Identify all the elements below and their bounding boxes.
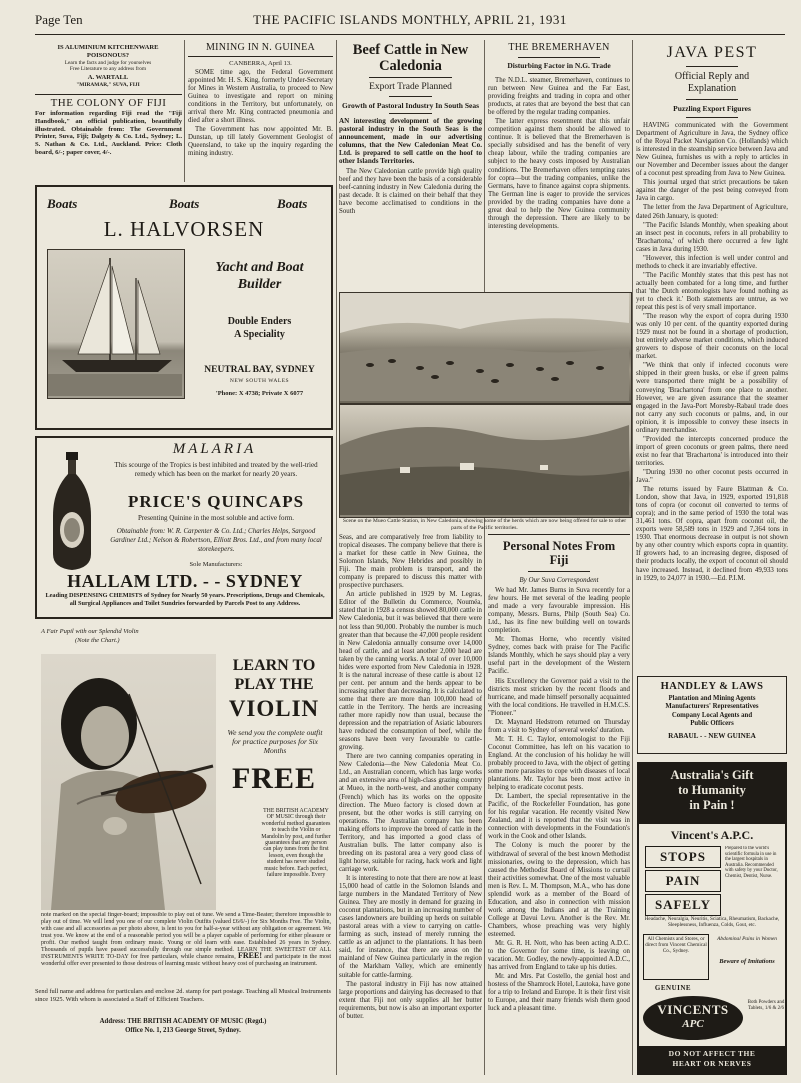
beef-headline: Beef Cattle in New: [352, 42, 469, 58]
handley-line: Manufacturers' Representatives: [665, 703, 759, 711]
personal-notes-article: [488, 534, 630, 1074]
vincents-stops: STOPS: [645, 846, 721, 868]
personal-paragraph: Mr. T. H. C. Taylor, entomologist to the Fiji Coconut Committee, has left on his vacation to England. At the conclusion of his holiday he will probably proceed to Java, with the object of getting some more parasites to cope with diseases of local plantations. Mr. Taylor has been most active in helping to eradicate coconut pests.: [488, 735, 630, 792]
beef-paragraph: The New Caledonian cattle provide high quality beef and they have been the basis of a considerable beef-canning industry in New Caledonia during the past decade. It is claimed on their behalf that they have become acclimatised to conditions in the South: [339, 167, 482, 215]
vincents-beware: Beware of Imitations: [719, 958, 775, 965]
vincents-ailments: Headache, Neuralgia, Neuritis, Sciatica, Rheumatism, Backache, Sleeplessness, Influenza, Colds, Gout, etc.: [644, 916, 780, 929]
boats-label: Boats: [277, 196, 308, 211]
cattle-station-photo-top: [339, 292, 632, 404]
page-header: [35, 8, 785, 35]
halvorsen-double-enders: Double Enders: [227, 316, 292, 327]
violin-body-text: note marked on the special finger-board; impossible to play out of tune. We send a Time-Beater; therefore impossible to play out of time. We will lend you one of our complete Violin Outfits (valued £6/6/-) for Six Months Free. The Violin, with case and all accessories as per photo above, is lent to you for half-a-year without any obligation or agreement. We trust you. We know at the end of a reasonable period you will be a player capable of performing for either pleasure or profit. Our method taught from ordinary music. Young or old learn with ease. Established 26 years in Sydney. Thousands of pupils have passed successfully through our simple method. LEARN THE SWEETEST OF ALL INSTRUMENTS WRITE TO-DAY for free particulars, while chance remains,: [41, 912, 331, 961]
personal-paragraph: Dr. Maynard Hedstrom returned on Thursday from a visit to Sydney of several weeks' duration.: [488, 718, 630, 734]
beef-cont-paragraph: It is interesting to note that there are now at least 15,000 head of cattle in the Solomon Islands and large numbers in the Mandated Territory of New Guinea. They are mostly in demand for grazing in coconut plantations, but in an increasing number of cases landowners are building up herds on suitable pastoral areas with a view to carrying on cattle-farming as such, instead of merely running the cattle as an adjunct to the plantations. It has been said, for instance, that there are areas on the mainland of New Guinea particularly in the region of the Markham Valley, which are eminently suitable for cattle-farming.: [339, 874, 482, 979]
cattle-station-photo-bottom: [339, 404, 632, 518]
java-sub3: Puzzling Export Figures: [673, 104, 751, 113]
violin-body: [41, 912, 331, 984]
java-headline: JAVA PEST: [666, 44, 758, 61]
violin-player-photo: [41, 654, 216, 910]
violin-send: We send you the complete outfit for practice purposes for Six Months: [227, 728, 323, 755]
java-paragraph: "We think that only if infected coconuts were shipped in their green husks, or else if green palms were transported there might be a possibility of conveying 'Brachartona' from one place to another. However, we are given assurance that the steamer engaged in the Java-Port Moresby-Rabaul trade does not carry any such coconuts or palms, and, in our opinion, it is impossible to convey these insects in ordinary merchandise.: [636, 362, 788, 434]
boats-label: Boats: [47, 196, 78, 211]
vincents-footer: HEART OR NERVES: [672, 1059, 752, 1068]
boats-label: Boats: [169, 196, 200, 211]
vincents-apc: APC: [682, 1018, 704, 1030]
violin-caption: A Fair Pupil with our Splendid Violin: [41, 628, 139, 635]
mining-headline: MINING IN N. GUINEA: [188, 42, 333, 57]
violin-academy: THE BRITISH ACADEMY OF MUSIC through their wonderful method guarantees to teach the Violin or Mandolin by post, and further guarantees that any person can play tunes from the first lesson, even though the student has never studied music before. Each perfect, failure impossible. Every: [261, 808, 331, 879]
violin-player-illustration: [41, 654, 216, 910]
beef-lead: AN interesting development of the growing pastoral industry in the South Seas is the announcement, made in our advertising columns, that the New Caledonian Meat Co. Ltd. is prepared to sell cattle on the hoof to other Islands Territories.: [339, 117, 482, 166]
colony-fiji-text: For information regarding Fiji read the "Fiji Handbook," an official publication, beautifully illustrated. Obtainable from: The Government Printer, Suva, Fiji; Dalgety & Co. Ltd., Sydney; L. S. Nathan & Co. Ltd., Auckland. Price: Cloth board, 6/-; paper cover, 4/-.: [35, 110, 182, 156]
aluminium-line1: Learn the facts and judge for yourselves: [64, 59, 152, 66]
hills-illustration: [340, 405, 629, 515]
vincents-gift: in Pain !: [689, 798, 735, 812]
sailboat-photo: [47, 249, 185, 399]
java-paragraph: The letter from the Java Department of Agriculture, dated 26th January, is quoted:: [636, 204, 788, 220]
java-paragraph: "Provided the intercepts concerned produce the import of green coconuts or green palms, there need exist no fear that 'Brachartona' is introduced into their territories.: [636, 435, 788, 467]
mining-dateline: CANBERRA, April 13.: [229, 60, 292, 67]
aluminium-line2: Free Literature to any address from: [69, 65, 147, 72]
page-number: Page Ten: [35, 12, 83, 27]
java-paragraph: The returns issued by Faure Blattman & Co. London, show that Java, in 1929, exported 191,818 tons of copra (or coconut oil converted to terms of copra); and in the same period of 1930 the total was 31,461 tons. Of copra, apart from coconut oil, the exports were 58,589 tons in 1929 and 7,364 tons in 1930. That enormous decrease in output is not shown by any other country which exports copra in quantity. If growers had, to an increasing degree, disposed of their products locally, the export of coconut oil should have increased. Instead, it declined from 49,933 tons in 1929, to 24,077 in 1930.—Ed. P.I.M.: [636, 486, 788, 582]
java-pest-article: [636, 42, 788, 664]
vincents-pain: PAIN: [645, 870, 721, 892]
personal-paragraph: The Colony is much the poorer by the withdrawal of several of the best known Methodist missionaries, owing to the depression, which has caused the Methodist Board of Missions to curtail their activities somewhat. One of the most valuable men is Rev. L. M. Thompson, M.A., who has done splendid work as a member of the Board of Education, and also in connection with mission work among the Indians and at the Training College at Davui Levu. Another is the Rev. Mr. Chambers, whose preaching was very highly esteemed.: [488, 842, 630, 938]
personal-paragraph: Mr. Thomas Horne, who recently visited Sydney, comes back with praise for The Pacific Islands Monthly, which he says should play a very useful part in the development of the Western Pacific.: [488, 636, 630, 676]
quincaps-sub: Presenting Quinine in the most soluble and active form.: [137, 514, 295, 522]
beef-cont-paragraph: There are two canning companies operating in New Caledonia—the New Caledonia Meat Co. Ltd., an Australian concern, which has large works and an extensive area of high-class grazing country at Mueo, in the north-west, and another company (French) which has its works on the opposite direction. The Mueo factory is closed down at present, but the other works is still carrying on operations. The Australian company has been making efforts to improve the breed of cattle in the Territory, and has imported a good class of Australian bulls. The latter company also is breeding on its pastoral area a very good class of light horse, suitable for racing, hack work and light carriage work.: [339, 753, 482, 873]
java-paragraph: This journal urged that strict precautions be taken against the danger of the pest being conveyed from Java in cargo.: [636, 179, 788, 203]
quincaps-obtainable: Obtainable from: W. R. Carpenter & Co. Ltd.; Charles Helps, Sargood Gardiner Ltd.; Nelson & Robertson, Elliott Bros. Ltd., and from many local storekeepers.: [110, 527, 322, 553]
violin-body-text2: and participate in the most wonderful offer ever presented to those desirous of learning music without heavy cost of purchasing an instrument.: [41, 954, 331, 968]
beef-cont-paragraph: The pastoral industry in Fiji has now attained large proportions and dairying has decreased to that extent that Fiji not only supplies all her butter requirements, but now is also an important exporter of butter.: [339, 980, 482, 1020]
personal-paragraph: We had Mr. James Burns in Suva recently for a few hours. He met several of the leading people and made a very favourable impression. His company, Messrs. Burns, Philp (South Sea) Co. Ltd., has its fine new building well on towards completion.: [488, 587, 630, 635]
violin-play: PLAY THE: [234, 676, 314, 693]
cattle-herd-illustration: [340, 293, 629, 401]
bremerhaven-sub: Disturbing Factor in N.G. Trade: [507, 61, 611, 70]
personal-headline-2: Fiji: [549, 553, 569, 567]
handley-line: Plantation and Mining Agents: [668, 695, 756, 702]
bremerhaven-headline: THE BREMERHAVEN: [508, 42, 610, 53]
mining-paragraph: SOME time ago, the Federal Government appointed Mr. H. S. King, formerly Under-Secretary for Mines in Western Australia, to proceed to New Guinea to investigate and report on mining conditions in the Territory, but unfortunately, on arrival there Mr. King contracted pneumonia and died after a short illness.: [188, 68, 333, 125]
vincents-powders: Both Powders and Tablets, 1/6 & 2/6: [747, 1000, 785, 1011]
halvorsen-line2: Builder: [237, 277, 282, 292]
aluminium-ad: [35, 42, 181, 94]
masthead-title: THE PACIFIC ISLANDS MONTHLY, APRIL 21, 1931: [253, 12, 567, 27]
violin-address: Address: THE BRITISH ACADEMY OF MUSIC (Regd.): [99, 1018, 267, 1025]
handley-line: Public Officers: [690, 720, 734, 728]
quincaps-name: PRICE'S QUINCAPS: [127, 492, 305, 511]
halvorsen-location: NEUTRAL BAY, SYDNEY: [204, 365, 315, 375]
violin-ad: [35, 624, 333, 1074]
violin-word: VIOLIN: [228, 696, 320, 721]
beef-sub1: Export Trade Planned: [369, 82, 452, 92]
bremerhaven-article: [488, 42, 630, 290]
vincents-footer: DO NOT AFFECT THE: [668, 1049, 756, 1058]
java-paragraph: HAVING communicated with the Government Department of Agriculture in Java, the Sydney office of the Royal Packet Navigation Co. (Hollands) which is interested in the steamship service between Java and New Guinea, furnishes us with a reply to articles in our November and December issues about the danger of a coconut pest spreading from Java to New Guinea.: [636, 122, 788, 178]
vincents-chemists: All Chemists and Stores, or direct from Vincent Chemical Co., Sydney.: [643, 934, 709, 980]
vincents-ad: [637, 762, 787, 1075]
violin-learn: LEARN TO: [232, 657, 316, 674]
column-rule: [184, 40, 185, 182]
halvorsen-name: L. HALVORSEN: [103, 217, 265, 241]
personal-paragraph: Mr. and Mrs. Pat Costello, the genial host and hostess of the Shamrock Hotel, Lautoka, have gone for a trip to Ireland and Europe. It is their first visit to Europe, and their many friends wish them good luck and a pleasant time.: [488, 973, 630, 1013]
bremerhaven-paragraph: The latter express resentment that this unfair competition against them should be allowed to continue. It is believed that the Bremerhaven is specially subsidised and has the benefit of very cheap labour, while the trading companies are subject to the heavy costs imposed by Australian conditions. The Bremerhaven offers tempting rates for copra—but the trading companies, unlike the Germans, have to finance against copra shipments. The German line is eager to provide the services provided by the trading companies have done a great deal to help the New Guinea community through the depression. There are likely to be interesting developments.: [488, 118, 630, 230]
divider: [35, 94, 182, 95]
hallam-leading: Leading DISPENSING CHEMISTS of Sydney for Nearly 50 years. Prescriptions, Drugs and Chemicals, all Surgical Appliances and Toilet Sundries forwarded by Parcels Post to any Address.: [45, 592, 325, 607]
column-rule: [632, 40, 633, 1075]
aluminium-headline: IS ALUMINIUM KITCHENWARE POISONOUS?: [57, 44, 159, 59]
personal-paragraph: Mr. G. R. H. Nott, who has been acting A.D.C. to the Governor for some time, is leaving on vacation. Mr. Godley, the newly-appointed A.D.C., has arrived from England to take up his duties.: [488, 940, 630, 972]
vincents-safely: SAFELY: [645, 894, 721, 916]
java-paragraph: "The Pacific Islands Monthly, when speaking about an insect pest in coconuts, refers in all probability to 'Brachartona,' of which there occurred a few light cases in Java during 1930.: [636, 221, 788, 253]
column-rule: [484, 40, 485, 1075]
cattle-photo-caption: Scene on the Mueo Cattle Station, in New Caledonia, showing some of the herds which are now being offered for sale to other parts of the Pacific territories.: [342, 518, 627, 531]
malaria-headline: MALARIA: [172, 441, 257, 457]
handley-laws-ad: [637, 676, 787, 754]
mining-article: [188, 42, 333, 180]
halvorsen-state: NEW SOUTH WALES: [229, 378, 290, 384]
violin-office: Office No. 1, 213 George Street, Sydney.: [125, 1027, 241, 1034]
handley-location: RABAUL - - NEW GUINEA: [668, 731, 756, 740]
vincents-genuine: GENUINE: [654, 984, 692, 992]
beef-headline-2: Caledonia: [379, 58, 442, 74]
personal-byline: By Our Suva Correspondent: [519, 576, 599, 584]
vincents-women: Abdominal Pains in Women: [717, 936, 777, 942]
beef-sub2: Growth of Pastoral Industry In South Seas: [342, 101, 479, 110]
handley-line: Company Local Agents and: [671, 711, 753, 719]
personal-headline: Personal Notes From: [502, 539, 616, 553]
java-paragraph: "However, this infection is well under control and methods to check it are invariably effective.: [636, 254, 788, 270]
mining-paragraph: The Government has now appointed Mr. B. Dunstan, up till lately Government Geologist of Queensland, to take up the inquiry regarding the mining industry.: [188, 126, 333, 158]
colony-fiji-ad: [35, 97, 182, 169]
medicine-bottle: [47, 450, 97, 574]
violin-send-full: Send full name and address for particulars and enclose 2d. stamp for part postage. Teaching all Musical Instruments since 1925. With whom is associated a Staff of Efficient Teachers.: [35, 988, 331, 1003]
java-sub2: Explanation: [687, 83, 737, 94]
vincents-brand: VINCENTS: [657, 1002, 729, 1017]
aluminium-address: "MIRAMAR," SUVA, FIJI: [76, 81, 140, 88]
halvorsen-ad: [35, 185, 333, 430]
halvorsen-line1: Yacht and Boat: [215, 260, 304, 275]
halvorsen-speciality: A Speciality: [234, 329, 285, 340]
sailboat-illustration: [48, 250, 182, 396]
vincents-gift: to Humanity: [678, 783, 746, 797]
aluminium-name: A. WARTALL: [87, 74, 129, 82]
sole-manufacturers: Sole Manufacturers:: [189, 561, 243, 568]
vincents-name: Vincent's A.P.C.: [670, 828, 754, 842]
violin-free: FREE: [231, 762, 316, 795]
violin-caption-note: (Note the Chart.): [75, 637, 120, 644]
colony-fiji-headline: THE COLONY OF FIJI: [50, 97, 167, 109]
malaria-ad: [35, 436, 333, 619]
vincents-side: Prepared to the world's scientific formula in use in the largest hospitals in Australia. Recommended with safety by your Doctor, Chemist, Dentist, Nurse.: [725, 846, 778, 879]
java-paragraph: "During 1930 no other coconut pests occurred in Java.": [636, 468, 788, 485]
vincents-logo: [643, 996, 743, 1040]
halvorsen-phone: 'Phone: X 4738; Private X 6077: [215, 390, 304, 397]
handley-name: HANDLEY & LAWS: [660, 681, 764, 692]
personal-paragraph: His Excellency the Governor paid a visit to the districts most stricken by the recent floods and hurricane, and made himself personally acquainted with the local conditions. He travelled in H.M.C.S. "Pioneer.": [488, 677, 630, 717]
vincents-gift: Australia's Gift: [670, 768, 754, 782]
java-paragraph: "The Pacific Monthly states that this pest has not actually been combated for a long time, and further that 'the Dutch entomologists have found nothing as yet to check it.' Both statements are untrue, as we repeat this pest is of very small importance.: [636, 271, 788, 312]
beef-cont-paragraph: Seas, and are comparatively free from liability to tropical diseases. The company believe that there is a market for these cattle in New Guinea, the Solomon Islands, New Hebrides and possibly in Fiji. The main problem is transport, and the company is prepared to discuss this matter with prospective purchasers.: [339, 534, 482, 590]
bremerhaven-paragraph: The N.D.L. steamer, Bremerhaven, continues to run between New Guinea and the Far East, providing freights and trading in copra and other products, at rates that are beyond the best that can be offered by the regular trading companies.: [488, 77, 630, 117]
personal-paragraph: Dr. Lambert, the special representative in the Pacific, of the Rockefeller Foundation, has gone for his regular vacation. He recently visited New Zealand, and it is reported that the visit was in connection with developments in the Foundation's work in the Cook and other Islands.: [488, 793, 630, 841]
beef-continued: [339, 534, 482, 1074]
hallam-name: HALLAM LTD. - - SYDNEY: [67, 571, 303, 591]
column-rule: [336, 40, 337, 1075]
bottle-icon: [47, 450, 97, 574]
beef-cont-paragraph: An article published in 1929 by M. Legras, Editor of the Bulletin du Commerce, Nouméa, stated that in 1928 a census showed 80,000 cattle in New Caledonia, but it was believed that there were not less than 90,000. Probably the number is much greater than that because the 47,000 people resident in New Caledonia annually consume over 14,000 head of cattle, and at least another 2,000 head are taken by the canning works. A total of over 10,000 hides were exported from New Caledonia in 1928. It is the natural increase of these cattle is about 12 per cent. per annum and the herds appear to be increasing rather than decreasing. It is calculated to some that there are more than 100,000 head of cattle in the Territory. The herds are increasing rather more rapidly now than usual, because the depression and the repatriation of Asiatic labourers have reduced the consumption of beef, while the seasons have been very favourable to cattle-growing.: [339, 591, 482, 752]
java-sub1: Official Reply and: [674, 71, 750, 82]
java-paragraph: "The reason why the export of copra during 1930 was only 10 per cent. of the quantity exported during 1929 must not be found in a shortage of production, but entirely adverse market conditions, which induced growers to dispose of their coconuts on the local market.: [636, 313, 788, 361]
violin-free2: FREE!: [237, 951, 262, 961]
beef-cattle-article: [339, 42, 482, 290]
malaria-text: This scourge of the Tropics is best inhibited and treated by the well-tried remedy which has been on the market for nearly 20 years.: [114, 461, 318, 478]
